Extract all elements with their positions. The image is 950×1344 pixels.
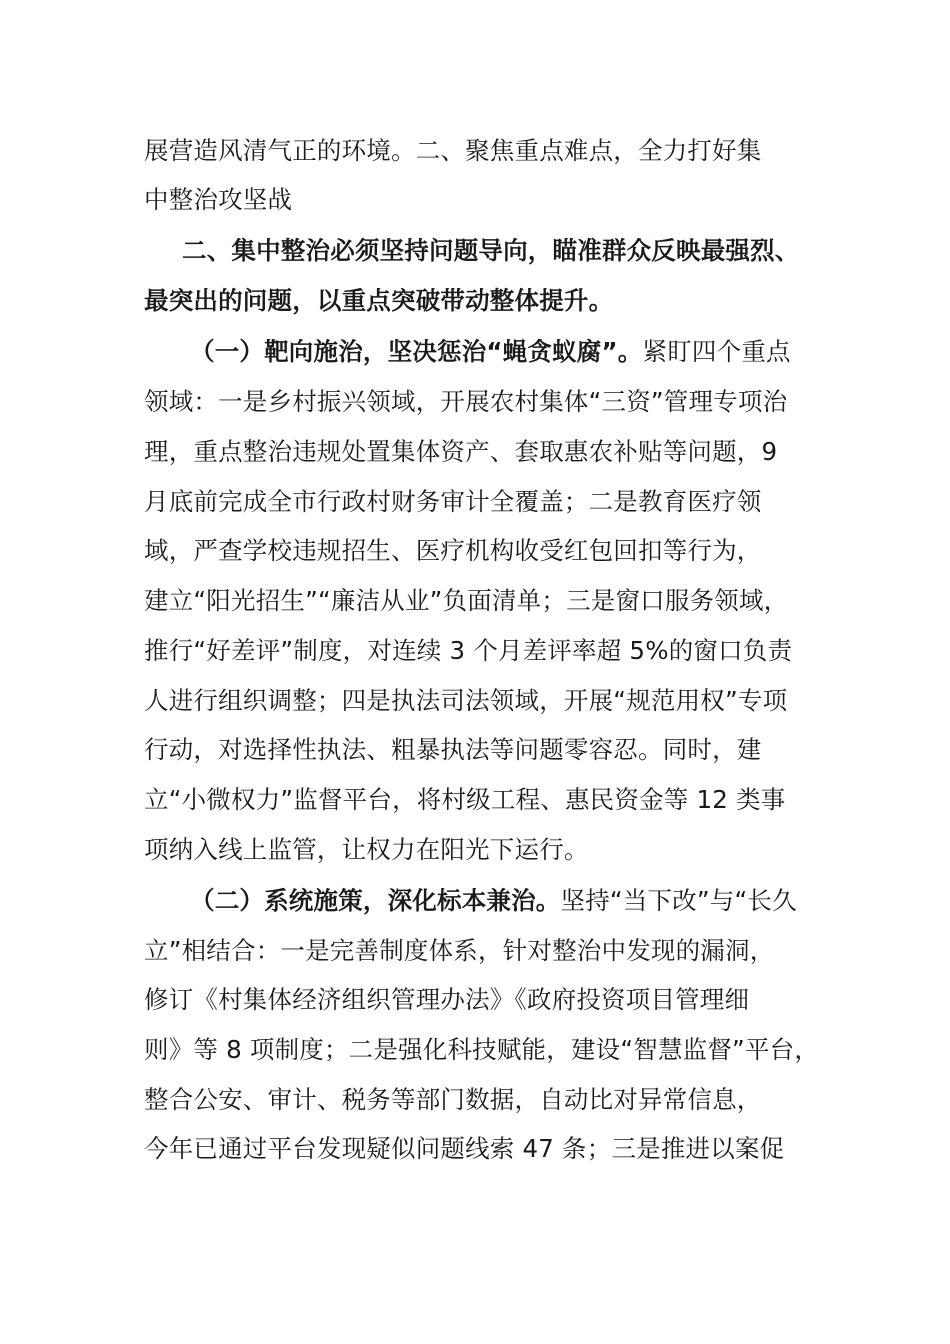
subsection-heading: （二）系统施策，深化标本兼治。 bbox=[190, 886, 561, 915]
subsection-line bbox=[190, 327, 791, 377]
section-heading-line: 最突出的问题，以重点突破带动整体提升。 bbox=[144, 286, 614, 315]
subsection-text: 紧盯四个重点 bbox=[642, 337, 791, 366]
subsection-text: 坚持“当下改”与“长久 bbox=[560, 886, 797, 915]
body-text-line: 立“小微权力”监督平台，将村级工程、惠民资金等 12 类事 bbox=[144, 785, 786, 814]
body-text-line: 展营造风清气正的环境。二、聚焦重点难点，全力打好集 bbox=[144, 136, 762, 165]
subsection-heading: （一）靶向施治，坚决惩治“蝇贪蚁腐”。 bbox=[190, 337, 643, 366]
body-text-line: 修订《村集体经济组织管理办法》《政府投资项目管理细 bbox=[144, 985, 750, 1014]
body-text-line: 项纳入线上监管，让权力在阳光下运行。 bbox=[144, 835, 589, 864]
body-text-line: 行动，对选择性执法、粗暴执法等问题零容忍。同时，建 bbox=[144, 735, 762, 764]
body-text-line: 整合公安、审计、税务等部门数据，自动比对异常信息， bbox=[144, 1085, 762, 1114]
body-text-line: 月底前完成全市行政村财务审计全覆盖；二是教育医疗领 bbox=[144, 487, 762, 516]
body-text-line: 领域：一是乡村振兴领域，开展农村集体“三资”管理专项治 bbox=[144, 387, 788, 416]
body-text-line: 中整治攻坚战 bbox=[144, 185, 293, 214]
section-heading-line: 二、集中整治必须坚持问题导向，瞄准群众反映最强烈、 bbox=[182, 236, 800, 265]
body-text-line: 人进行组织调整；四是执法司法领域，开展“规范用权”专项 bbox=[144, 686, 788, 715]
body-text-line: 理，重点整治违规处置集体资产、套取惠农补贴等问题，9 bbox=[144, 437, 778, 466]
body-text-line: 则》等 8 项制度；二是强化科技赋能，建设“智慧监督”平台， bbox=[144, 1035, 820, 1064]
body-text-line: 今年已通过平台发现疑似问题线索 47 条；三是推进以案促 bbox=[144, 1134, 785, 1163]
body-text-line: 域，严查学校违规招生、医疗机构收受红包回扣等行为， bbox=[144, 536, 762, 565]
body-text-line: 建立“阳光招生”“廉洁从业”负面清单；三是窗口服务领域， bbox=[144, 586, 789, 615]
body-text-line: 推行“好差评”制度，对连续 3 个月差评率超 5%的窗口负责 bbox=[144, 636, 793, 665]
body-text-line: 立”相结合：一是完善制度体系，针对整治中发现的漏洞， bbox=[144, 936, 775, 965]
subsection-line bbox=[190, 876, 797, 926]
